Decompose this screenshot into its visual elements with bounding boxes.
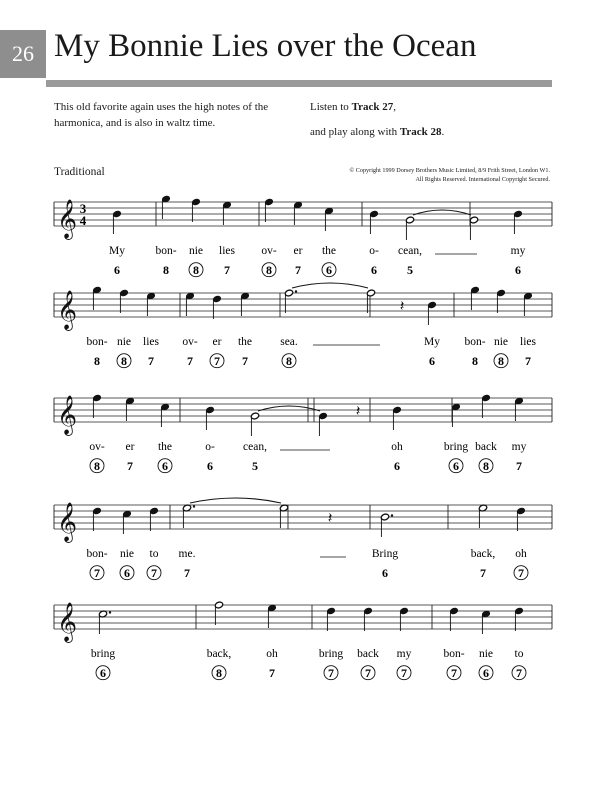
lyric-syllable: bring (90, 648, 116, 660)
staff-system-3 (54, 394, 552, 473)
lyric-syllable: nie (119, 548, 135, 560)
lyric-syllable: lies (143, 336, 159, 348)
harmonica-hole: 7 (224, 263, 230, 277)
lyric-syllable: nie (493, 336, 509, 348)
harmonica-hole: 8 (472, 354, 478, 368)
note (469, 216, 478, 240)
harmonica-hole: 7 (451, 666, 457, 680)
copyright-line-2: All Rights Reserved. International Copyright Secured. (415, 176, 550, 183)
note (160, 403, 169, 427)
harmonica-hole: 6 (483, 666, 489, 680)
note (363, 607, 372, 631)
page-title: My Bonnie Lies over the Ocean (54, 28, 477, 64)
note (514, 397, 523, 421)
lyric-syllable: lies (219, 245, 235, 257)
lyric-syllable: bon- (86, 336, 108, 348)
note (146, 292, 155, 316)
note (496, 289, 505, 313)
treble-clef-icon: 𝄞 (57, 201, 78, 238)
harmonica-hole: 6 (100, 666, 106, 680)
quarter-rest-icon: 𝄽 (399, 299, 405, 315)
harmonica-hole: 6 (429, 354, 435, 368)
quarter-rest-icon: 𝄽 (327, 511, 333, 527)
lyric-syllable: to (149, 548, 159, 560)
note (470, 286, 479, 310)
lyric-syllable: ov- (89, 441, 105, 453)
treble-clef-icon: 𝄞 (57, 504, 78, 541)
note (250, 412, 259, 436)
lyric-syllable: sea. (280, 336, 298, 348)
lyric-syllable: ov- (182, 336, 198, 348)
tie (292, 283, 368, 288)
harmonica-hole: 7 (516, 459, 522, 473)
harmonica-hole: 7 (480, 566, 486, 580)
harmonica-hole: 8 (94, 459, 100, 473)
staff-system-1 (54, 195, 552, 277)
note (112, 210, 121, 234)
lyric-syllable: er (125, 441, 135, 453)
composer-credit: Traditional (54, 166, 105, 178)
harmonica-hole: 7 (516, 666, 522, 680)
harmonica-hole: 7 (184, 566, 190, 580)
lyric-syllable: the (321, 245, 337, 257)
dot (391, 514, 393, 516)
note (513, 210, 522, 234)
lyric-syllable: cean, (398, 245, 422, 257)
note (451, 403, 460, 427)
lyric-syllable: the (157, 441, 173, 453)
note (212, 295, 221, 319)
note (293, 201, 302, 225)
note (119, 289, 128, 313)
harmonica-hole: 7 (214, 354, 220, 368)
harmonica-hole: 7 (518, 566, 524, 580)
treble-clef-icon: 𝄞 (57, 292, 78, 329)
playalong-suffix: . (441, 126, 445, 138)
lyric-syllable: back, (206, 648, 232, 660)
lyric-syllable: nie (116, 336, 132, 348)
harmonica-hole: 7 (295, 263, 301, 277)
tie (190, 498, 281, 503)
note (449, 607, 458, 631)
lyric-syllable: er (293, 245, 303, 257)
lyric-syllable: er (212, 336, 222, 348)
note (92, 394, 101, 418)
lyric-syllable: My (109, 245, 125, 257)
lyric-syllable: cean, (243, 441, 267, 453)
lyric-syllable: o- (369, 245, 379, 257)
note (92, 507, 101, 531)
note (125, 397, 134, 421)
lyric-syllable: back, (470, 548, 496, 560)
harmonica-hole: 8 (216, 666, 222, 680)
note (122, 510, 131, 534)
harmonica-hole: 7 (151, 566, 157, 580)
page-number: 26 (0, 30, 46, 78)
harmonica-hole: 6 (394, 459, 400, 473)
harmonica-hole: 7 (328, 666, 334, 680)
time-signature-top: 3 (79, 201, 87, 216)
note (514, 607, 523, 631)
harmonica-hole: 8 (498, 354, 504, 368)
listen-prefix: Listen to (310, 101, 352, 113)
staff-system-2 (54, 283, 552, 368)
harmonica-hole: 7 (187, 354, 193, 368)
time-signature-bottom: 4 (79, 213, 87, 228)
note (205, 406, 214, 430)
lyric-syllable: nie (478, 648, 494, 660)
harmonica-hole: 7 (365, 666, 371, 680)
dot (109, 611, 111, 613)
note (264, 198, 273, 222)
harmonica-hole: 7 (127, 459, 133, 473)
note (240, 292, 249, 316)
harmonica-hole: 7 (148, 354, 154, 368)
dot (295, 290, 297, 292)
harmonica-hole: 6 (207, 459, 213, 473)
lyric-syllable: back (357, 648, 379, 660)
harmonica-hole: 5 (407, 263, 413, 277)
harmonica-hole: 8 (163, 263, 169, 277)
lyric-syllable: bon- (86, 548, 108, 560)
listen-suffix: , (393, 101, 396, 113)
harmonica-hole: 6 (371, 263, 377, 277)
listen-track: Track 27 (351, 101, 394, 113)
lyric-syllable: my (396, 648, 412, 660)
lyric-syllable: oh (266, 648, 278, 660)
playalong-track: Track 28 (399, 126, 442, 138)
note (318, 412, 327, 436)
note (366, 289, 375, 313)
lyric-syllable: oh (391, 441, 403, 453)
note (481, 610, 490, 634)
note (214, 601, 223, 625)
lyric-syllable: bon- (155, 245, 177, 257)
playalong-prefix: and play along with (310, 126, 400, 138)
note (405, 216, 414, 240)
lyric-syllable: Bring (371, 548, 399, 560)
lyric-syllable: bring (443, 441, 469, 453)
harmonica-hole: 6 (326, 263, 332, 277)
lyric-syllable: oh (515, 548, 527, 560)
note (481, 394, 490, 418)
treble-clef-icon: 𝄞 (57, 397, 78, 434)
harmonica-hole: 5 (252, 459, 258, 473)
harmonica-hole: 8 (121, 354, 127, 368)
lyric-syllable: nie (188, 245, 204, 257)
note (478, 504, 487, 528)
treble-clef-icon: 𝄞 (57, 604, 78, 641)
note (326, 607, 335, 631)
copyright-line-1: © Copyright 1999 Dorsey Brothers Music Limited, 8/9 Frith Street, London W1. (349, 167, 550, 174)
note (324, 207, 333, 231)
note (279, 504, 288, 528)
harmonica-hole: 7 (94, 566, 100, 580)
lyric-syllable: me. (178, 548, 196, 560)
harmonica-hole: 7 (242, 354, 248, 368)
harmonica-hole: 8 (266, 263, 272, 277)
quarter-rest-icon: 𝄽 (355, 404, 361, 420)
note (222, 201, 231, 225)
lyric-syllable: to (514, 648, 524, 660)
dot (193, 505, 195, 507)
note (392, 406, 401, 430)
note (182, 504, 195, 528)
intro-text: This old favorite again uses the high notes of the harmonica, and is also in waltz time. (54, 101, 269, 129)
lyric-syllable: My (424, 336, 440, 348)
harmonica-hole: 8 (286, 354, 292, 368)
note (161, 195, 170, 219)
note (427, 301, 436, 325)
note (369, 210, 378, 234)
harmonica-hole: 7 (269, 666, 275, 680)
lyric-syllable: lies (520, 336, 536, 348)
note (191, 198, 200, 222)
lyric-syllable: bon- (443, 648, 465, 660)
harmonica-hole: 6 (162, 459, 168, 473)
note (92, 286, 101, 310)
lyric-syllable: the (237, 336, 253, 348)
note (185, 292, 194, 316)
harmonica-hole: 6 (515, 263, 521, 277)
note (267, 604, 276, 628)
note (516, 507, 525, 531)
harmonica-hole: 8 (483, 459, 489, 473)
harmonica-hole: 8 (193, 263, 199, 277)
harmonica-hole: 7 (525, 354, 531, 368)
lyric-syllable: ov- (261, 245, 277, 257)
staff-system-4 (54, 498, 552, 580)
harmonica-hole: 6 (453, 459, 459, 473)
lyric-syllable: my (511, 441, 527, 453)
harmonica-hole: 7 (401, 666, 407, 680)
harmonica-hole: 8 (94, 354, 100, 368)
note (149, 507, 158, 531)
harmonica-hole: 6 (114, 263, 120, 277)
harmonica-hole: 6 (382, 566, 388, 580)
lyric-syllable: bring (318, 648, 344, 660)
note (523, 292, 532, 316)
harmonica-hole: 6 (124, 566, 130, 580)
lyric-syllable: bon- (464, 336, 486, 348)
staff-system-5 (54, 601, 552, 680)
note (399, 607, 408, 631)
note (98, 610, 111, 634)
lyric-syllable: back (475, 441, 497, 453)
lyric-syllable: my (510, 245, 526, 257)
lyric-syllable: o- (205, 441, 215, 453)
